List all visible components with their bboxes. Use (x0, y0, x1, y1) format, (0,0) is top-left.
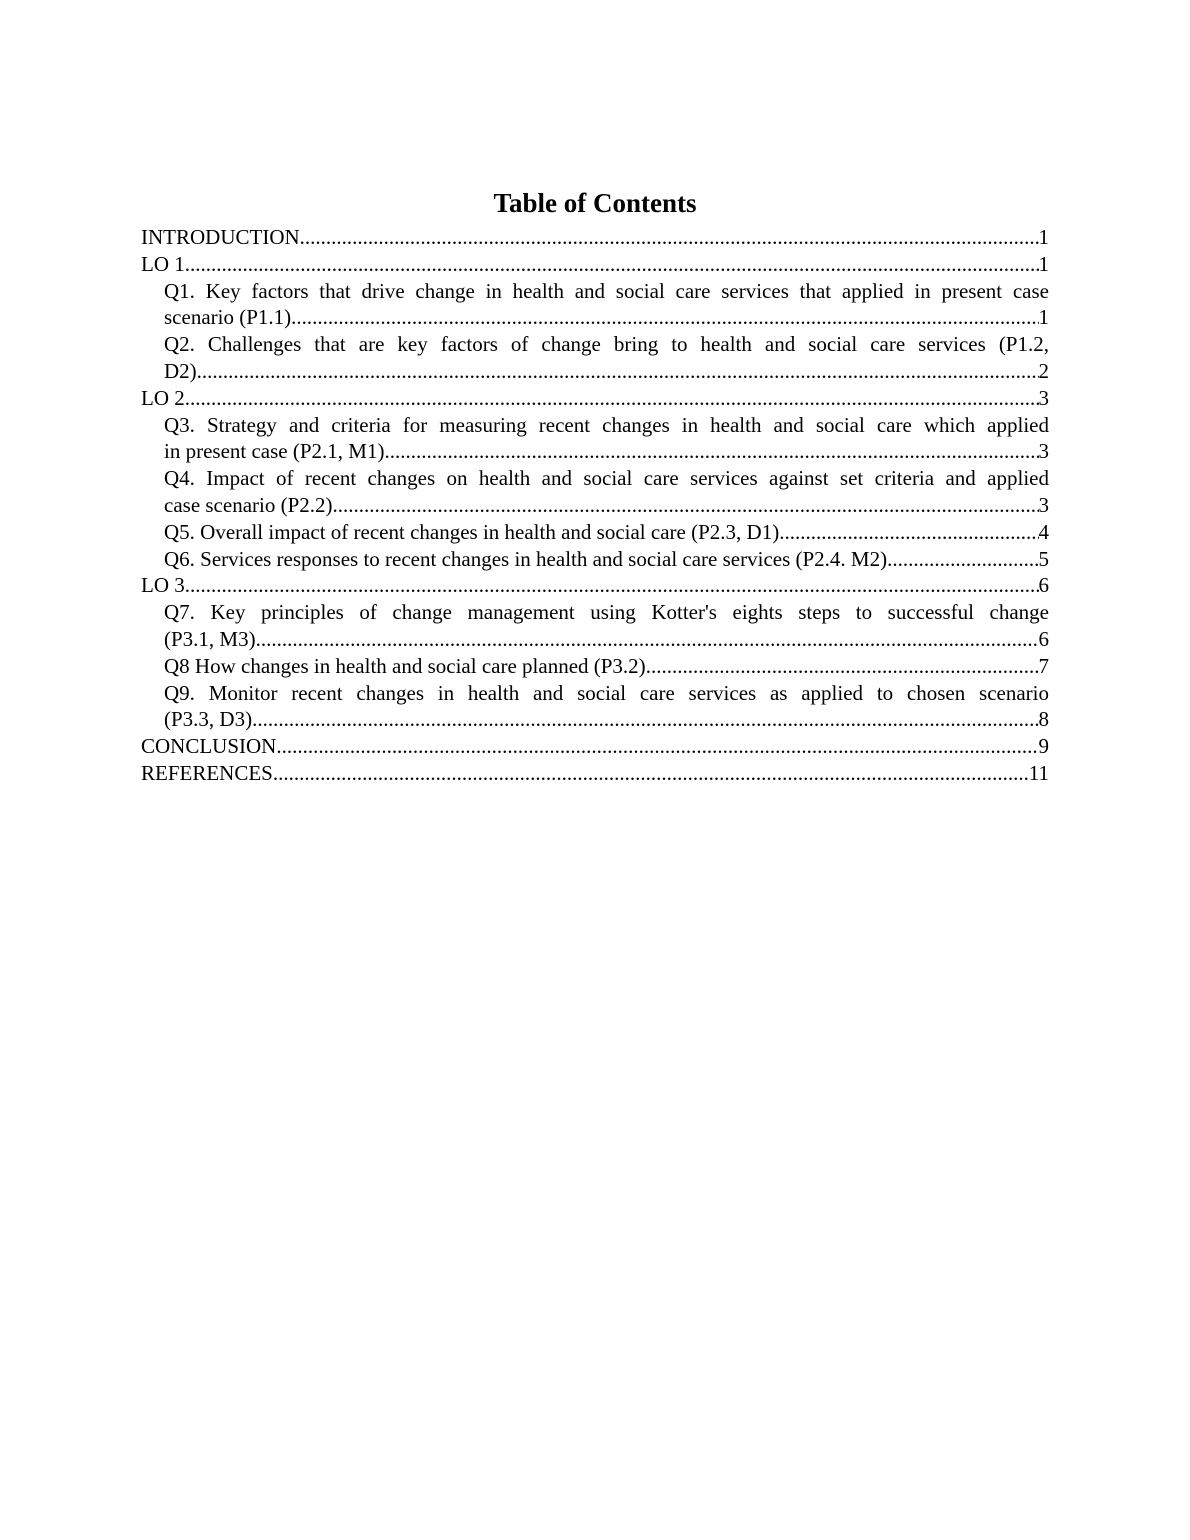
dot-leader (185, 572, 1039, 599)
toc-entry[interactable] (141, 653, 1049, 680)
toc-entry-text-first-line: Q9. Monitor recent changes in health and social care services as applied to chosen scenario (164, 680, 1049, 705)
toc-page-number: 5 (1038, 546, 1049, 571)
toc-entry-line (164, 358, 1049, 385)
toc-entry[interactable] (141, 599, 1049, 653)
dot-leader (646, 653, 1039, 680)
toc-entry-text: CONCLUSION (141, 734, 277, 759)
toc-entry-line (164, 653, 1049, 680)
toc-entry-line (164, 304, 1049, 331)
toc-page-number: 7 (1038, 653, 1049, 678)
toc-entry[interactable] (141, 546, 1049, 573)
toc-entry-text-first-line: Q1. Key factors that drive change in health and social care services that applied in present case (164, 278, 1049, 303)
toc-page-number: 11 (1028, 760, 1049, 785)
dot-leader (276, 733, 1038, 760)
toc-page-number: 9 (1038, 734, 1049, 759)
toc-page-number: 1 (1038, 251, 1049, 276)
toc-entry-text: Q5. Overall impact of recent changes in health and social care (P2.3, D1) (164, 519, 780, 544)
toc-entry-text-first-line: Q3. Strategy and criteria for measuring recent changes in health and social care which applied (164, 412, 1049, 437)
dot-leader (185, 251, 1039, 278)
toc-page-number: 6 (1038, 573, 1049, 598)
toc-entry[interactable] (141, 572, 1049, 599)
toc-entry-line (164, 706, 1049, 733)
toc-entry-line (141, 733, 1049, 760)
dot-leader (887, 546, 1038, 573)
dot-leader (333, 492, 1039, 519)
toc-entry-text: case scenario (P2.2) (164, 492, 333, 517)
dot-leader (273, 760, 1029, 787)
toc-entry-line (164, 626, 1049, 653)
dot-leader (384, 438, 1038, 465)
toc-page-number: 6 (1038, 626, 1049, 651)
toc-title: Table of Contents (493, 188, 697, 218)
toc-entry-line (141, 224, 1049, 251)
toc-entry[interactable] (141, 680, 1049, 734)
toc-entry[interactable] (141, 385, 1049, 412)
toc-entry[interactable] (141, 251, 1049, 278)
toc-entry-text: LO 3 (141, 573, 185, 598)
toc-entry-line (164, 438, 1049, 465)
toc-entry[interactable] (141, 733, 1049, 760)
toc-entry-line (164, 546, 1049, 573)
toc-entry[interactable] (141, 465, 1049, 519)
toc-entry-text: (P3.3, D3) (164, 707, 253, 732)
toc-entry-text-first-line: Q4. Impact of recent changes on health and social care services against set criteria and applied (164, 466, 1049, 491)
toc-entry-line (164, 492, 1049, 519)
toc-entry-text: D2) (164, 358, 197, 383)
toc-entry-text: Q6. Services responses to recent changes in health and social care services (P2.4. M2) (164, 546, 888, 571)
toc-entry[interactable] (141, 519, 1049, 546)
document-page (141, 186, 1049, 787)
toc-entry-line (141, 385, 1049, 412)
toc-entry-text: LO 2 (141, 385, 185, 410)
toc-entry[interactable] (141, 224, 1049, 251)
toc-entry-line (164, 519, 1049, 546)
toc-page-number: 3 (1038, 439, 1049, 464)
toc-entry-text: LO 1 (141, 251, 185, 276)
dot-leader (256, 626, 1039, 653)
toc-page-number: 2 (1038, 358, 1049, 383)
toc-entry-line (141, 572, 1049, 599)
toc-entry-text: scenario (P1.1) (164, 305, 292, 330)
toc-entry-text: REFERENCES (141, 760, 273, 785)
dot-leader (185, 385, 1039, 412)
toc-page-number: 1 (1038, 225, 1049, 249)
dot-leader (252, 706, 1038, 733)
toc-entry[interactable] (141, 412, 1049, 466)
toc-entry[interactable] (141, 278, 1049, 332)
dot-leader (300, 224, 1039, 251)
dot-leader (291, 304, 1038, 331)
toc-entry-text-first-line: Q2. Challenges that are key factors of change bring to health and social care services (P1.2, (164, 332, 1049, 357)
toc-list (141, 224, 1049, 787)
dot-leader (779, 519, 1038, 546)
toc-entry-text: (P3.1, M3) (164, 626, 256, 651)
toc-entry-text-first-line: Q7. Key principles of change management using Kotter's eights steps to successful change (164, 600, 1049, 625)
toc-entry-line (141, 760, 1049, 787)
toc-page-number: 4 (1038, 519, 1049, 544)
toc-page-number: 3 (1038, 385, 1049, 410)
toc-entry[interactable] (141, 331, 1049, 385)
toc-page-number: 3 (1038, 492, 1049, 517)
toc-entry-text: Q8 How changes in health and social care planned (P3.2) (164, 653, 646, 678)
toc-entry-line (141, 251, 1049, 278)
toc-page-number: 1 (1038, 305, 1049, 330)
toc-entry-text: INTRODUCTION (141, 225, 300, 249)
toc-page-number: 8 (1038, 707, 1049, 732)
dot-leader (197, 358, 1039, 385)
toc-entry[interactable] (141, 760, 1049, 787)
toc-entry-text: in present case (P2.1, M1) (164, 439, 385, 464)
